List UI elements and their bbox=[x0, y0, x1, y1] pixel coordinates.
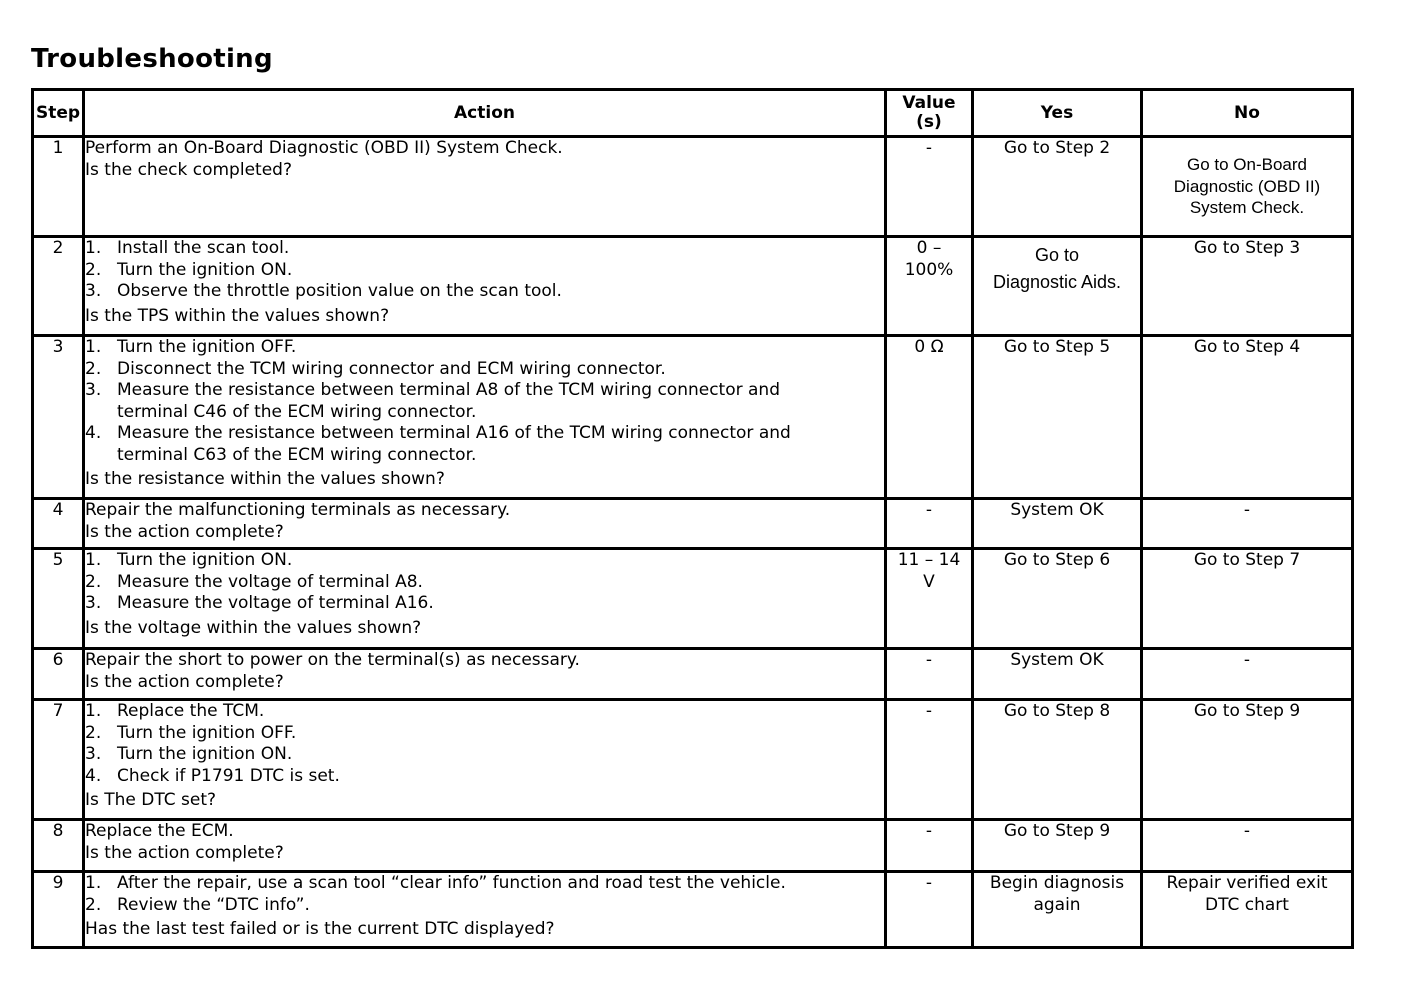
table-row bbox=[33, 872, 1353, 948]
yes-line: Diagnostic Aids. bbox=[992, 272, 1122, 292]
action-question: Has the last test failed or is the current DTC displayed? bbox=[85, 919, 555, 939]
yes-line: again bbox=[1033, 894, 1081, 915]
action-cell bbox=[84, 820, 886, 872]
yes-line: Begin diagnosis bbox=[989, 873, 1125, 893]
header-row bbox=[33, 90, 1353, 137]
yes-cell: System OK bbox=[973, 499, 1142, 549]
value-line: 11 – 14 bbox=[897, 550, 961, 570]
list-item bbox=[85, 281, 884, 303]
action-cell bbox=[84, 700, 886, 820]
item-text: Disconnect the TCM wiring connector and ECM wiring connector. bbox=[117, 358, 666, 379]
item-text: Observe the throttle position value on the scan tool. bbox=[117, 281, 562, 301]
action-line: Replace the ECM. bbox=[85, 821, 234, 841]
value-cell: 0 Ω bbox=[886, 336, 973, 499]
step-number: 9 bbox=[33, 872, 84, 948]
item-number: 4. bbox=[85, 765, 102, 786]
item-text: Measure the resistance between terminal A16 of the TCM wiring connector and terminal C63 of the ECM wiring connector. bbox=[117, 423, 791, 465]
action-cell bbox=[84, 872, 886, 948]
item-number: 1. bbox=[85, 701, 102, 721]
yes-cell: System OK bbox=[973, 649, 1142, 700]
item-text: Measure the resistance between terminal A8 of the TCM wiring connector and terminal C46 of the ECM wiring connector. bbox=[117, 380, 780, 422]
list-item bbox=[85, 593, 884, 615]
step-number: 3 bbox=[33, 336, 84, 499]
step-number: 1 bbox=[33, 137, 84, 237]
item-text: Replace the TCM. bbox=[117, 701, 265, 721]
header-value-line2: (s) bbox=[916, 112, 942, 132]
value-cell: - bbox=[886, 700, 973, 820]
step-number: 8 bbox=[33, 820, 84, 872]
item-number: 2. bbox=[85, 259, 102, 280]
action-cell bbox=[84, 499, 886, 549]
no-cell: - bbox=[1142, 820, 1353, 872]
item-text: After the repair, use a scan tool “clear info” function and road test the vehicle. bbox=[117, 873, 786, 893]
item-text: Review the “DTC info”. bbox=[117, 894, 310, 915]
value-line: V bbox=[923, 571, 935, 592]
header-value bbox=[886, 90, 973, 137]
value-cell: - bbox=[886, 499, 973, 549]
yes-cell bbox=[973, 237, 1142, 336]
item-number: 2. bbox=[85, 894, 102, 915]
page-title: Troubleshooting bbox=[31, 44, 273, 74]
step-number: 5 bbox=[33, 549, 84, 649]
action-line: Repair the short to power on the terminal(s) as necessary. bbox=[85, 650, 580, 670]
action-line: Repair the malfunctioning terminals as necessary. bbox=[85, 500, 511, 520]
step-number: 2 bbox=[33, 237, 84, 336]
header-yes: Yes bbox=[973, 90, 1142, 137]
item-number: 1. bbox=[85, 337, 102, 357]
no-cell: Go to Step 4 bbox=[1142, 336, 1353, 499]
step-list bbox=[85, 238, 884, 303]
item-number: 2. bbox=[85, 722, 102, 743]
action-cell bbox=[84, 549, 886, 649]
list-item bbox=[85, 238, 884, 260]
yes-cell: Go to Step 6 bbox=[973, 549, 1142, 649]
header-value-line1: Value bbox=[902, 93, 956, 113]
list-item bbox=[85, 895, 884, 917]
value-cell: - bbox=[886, 137, 973, 237]
table-row bbox=[33, 549, 1353, 649]
value-cell bbox=[886, 237, 973, 336]
list-item bbox=[85, 359, 884, 381]
header-action: Action bbox=[84, 90, 886, 137]
action-question: Is the action complete? bbox=[85, 842, 284, 863]
step-number: 6 bbox=[33, 649, 84, 700]
item-number: 2. bbox=[85, 571, 102, 592]
no-cell bbox=[1142, 872, 1353, 948]
value-cell: - bbox=[886, 820, 973, 872]
no-line: Diagnostic (OBD II) bbox=[1173, 176, 1321, 196]
yes-cell: Go to Step 9 bbox=[973, 820, 1142, 872]
item-number: 3. bbox=[85, 593, 102, 613]
list-item bbox=[85, 873, 884, 895]
yes-cell bbox=[973, 872, 1142, 948]
step-list bbox=[85, 873, 884, 916]
item-text: Turn the ignition ON. bbox=[117, 259, 293, 280]
item-text: Check if P1791 DTC is set. bbox=[117, 765, 340, 786]
list-item bbox=[85, 337, 884, 359]
item-text: Measure the voltage of terminal A16. bbox=[117, 593, 434, 613]
no-cell: - bbox=[1142, 649, 1353, 700]
action-cell bbox=[84, 237, 886, 336]
item-number: 3. bbox=[85, 744, 102, 764]
item-text: Turn the ignition ON. bbox=[117, 744, 293, 764]
value-cell: - bbox=[886, 649, 973, 700]
action-question: Is The DTC set? bbox=[85, 790, 217, 810]
item-number: 4. bbox=[85, 423, 102, 443]
action-line: Perform an On-Board Diagnostic (OBD II) System Check. bbox=[85, 138, 563, 158]
no-cell: - bbox=[1142, 499, 1353, 549]
item-number: 1. bbox=[85, 873, 102, 893]
action-question: Is the action complete? bbox=[85, 671, 284, 692]
step-list bbox=[85, 337, 884, 466]
step-list bbox=[85, 550, 884, 615]
item-text: Turn the ignition OFF. bbox=[117, 722, 297, 743]
list-item bbox=[85, 744, 884, 766]
header-no: No bbox=[1142, 90, 1353, 137]
value-line: 100% bbox=[904, 259, 954, 280]
table-row bbox=[33, 336, 1353, 499]
no-cell bbox=[1142, 137, 1353, 237]
yes-cell: Go to Step 5 bbox=[973, 336, 1142, 499]
table-row bbox=[33, 649, 1353, 700]
action-question: Is the action complete? bbox=[85, 521, 284, 542]
item-number: 1. bbox=[85, 238, 102, 258]
table-row bbox=[33, 137, 1353, 237]
item-text: Install the scan tool. bbox=[117, 238, 290, 258]
yes-line: Go to bbox=[1034, 245, 1080, 265]
action-question: Is the voltage within the values shown? bbox=[85, 617, 422, 638]
list-item bbox=[85, 550, 884, 572]
table-row bbox=[33, 700, 1353, 820]
no-line: System Check. bbox=[1189, 198, 1305, 218]
table-row bbox=[33, 499, 1353, 549]
action-question: Is the check completed? bbox=[85, 159, 292, 180]
list-item bbox=[85, 766, 884, 788]
no-cell: Go to Step 7 bbox=[1142, 549, 1353, 649]
list-item bbox=[85, 260, 884, 282]
yes-cell: Go to Step 2 bbox=[973, 137, 1142, 237]
list-item bbox=[85, 380, 884, 423]
no-cell: Go to Step 3 bbox=[1142, 237, 1353, 336]
step-number: 4 bbox=[33, 499, 84, 549]
list-item bbox=[85, 701, 884, 723]
list-item bbox=[85, 423, 884, 466]
action-cell bbox=[84, 336, 886, 499]
yes-cell: Go to Step 8 bbox=[973, 700, 1142, 820]
list-item bbox=[85, 723, 884, 745]
value-line: 0 – bbox=[916, 238, 942, 258]
troubleshooting-table bbox=[31, 88, 1354, 949]
value-cell bbox=[886, 549, 973, 649]
item-text: Turn the ignition ON. bbox=[117, 550, 293, 570]
item-number: 3. bbox=[85, 281, 102, 301]
table-row bbox=[33, 820, 1353, 872]
action-question: Is the TPS within the values shown? bbox=[85, 305, 390, 326]
step-list bbox=[85, 701, 884, 787]
item-number: 1. bbox=[85, 550, 102, 570]
step-number: 7 bbox=[33, 700, 84, 820]
value-cell: - bbox=[886, 872, 973, 948]
item-text: Measure the voltage of terminal A8. bbox=[117, 571, 423, 592]
item-number: 2. bbox=[85, 358, 102, 379]
action-cell bbox=[84, 137, 886, 237]
table-row bbox=[33, 237, 1353, 336]
no-line: DTC chart bbox=[1205, 894, 1289, 915]
no-line: Go to On-Board bbox=[1186, 155, 1307, 175]
action-cell bbox=[84, 649, 886, 700]
list-item bbox=[85, 572, 884, 594]
no-line: Repair verified exit bbox=[1166, 873, 1328, 893]
header-step: Step bbox=[33, 90, 84, 137]
item-number: 3. bbox=[85, 380, 102, 400]
action-question: Is the resistance within the values shown? bbox=[85, 469, 445, 489]
no-cell: Go to Step 9 bbox=[1142, 700, 1353, 820]
item-text: Turn the ignition OFF. bbox=[117, 337, 297, 357]
